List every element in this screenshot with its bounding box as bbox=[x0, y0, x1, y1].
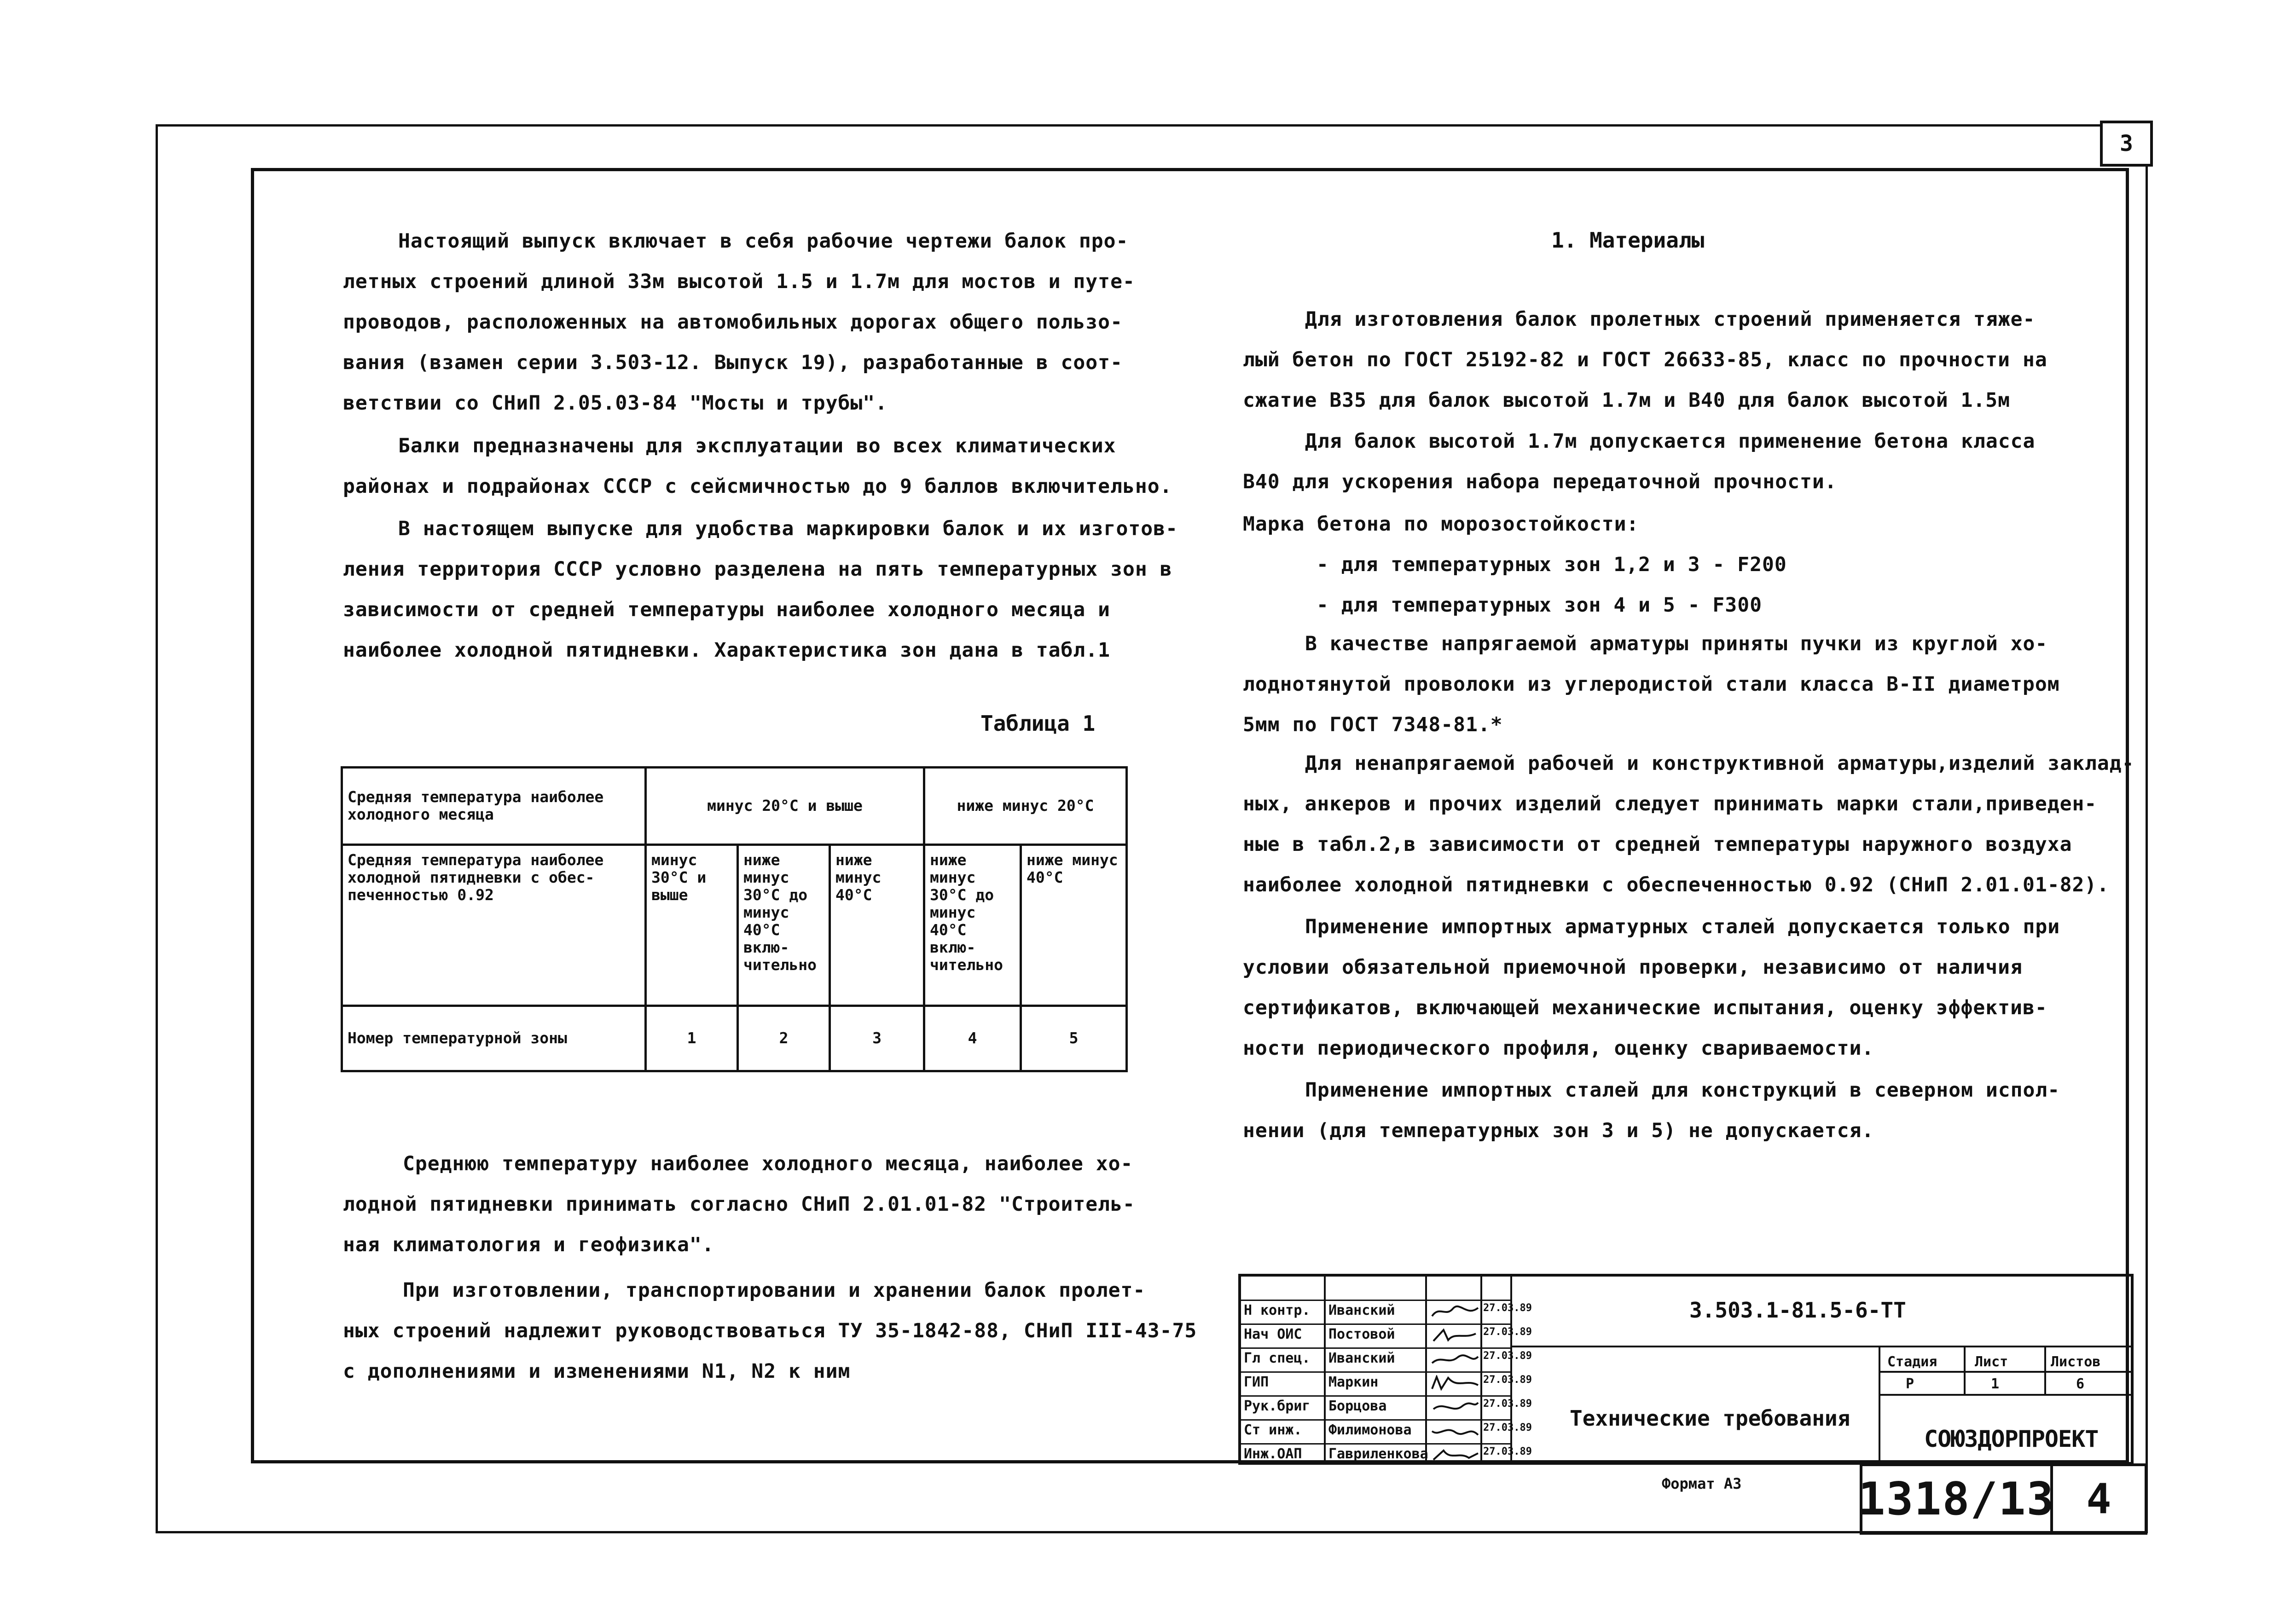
signature bbox=[1430, 1399, 1480, 1416]
document-code: 3.503.1-81.5-6-ТТ bbox=[1689, 1298, 1906, 1323]
stamp-date: 27.03.89 bbox=[1483, 1422, 1532, 1433]
table-cell: ниже минус 30°С до минус 40°С вклю-чительно bbox=[738, 844, 830, 1006]
text-line: ных строений надлежит руководствоваться ТУ 35-1842-88, СНиП III-43-75 bbox=[343, 1319, 1197, 1342]
inventory-number: 1318/13 bbox=[1860, 1463, 2053, 1535]
text-line: ности периодического профиля, оценку свариваемости. bbox=[1243, 1037, 1874, 1060]
table-cell: Средняя температура наиболее холодной пятидневки с обес-печенностью 0.92 bbox=[342, 844, 646, 1006]
signature bbox=[1430, 1303, 1480, 1320]
concrete-paragraph bbox=[1243, 299, 2047, 421]
rebar-paragraph bbox=[1243, 624, 2060, 745]
signature bbox=[1430, 1447, 1480, 1463]
text-line: ные в табл.2,в зависимости от средней температуры наружного воздуха bbox=[1243, 833, 2072, 856]
stamp-date: 27.03.89 bbox=[1483, 1446, 1532, 1457]
text-line: Настоящий выпуск включает в себя рабочие чертежи балок про- bbox=[398, 230, 1129, 253]
text-line: с дополнениями и изменениями N1, N2 к ним bbox=[343, 1360, 851, 1383]
steel-paragraph bbox=[1243, 743, 2134, 905]
text-line: нении (для температурных зон 3 и 5) не допускается. bbox=[1243, 1119, 1874, 1142]
signature bbox=[1430, 1423, 1480, 1439]
stamp-divider bbox=[1879, 1346, 1880, 1465]
stamp-person-row bbox=[1241, 1300, 1532, 1325]
sheets-value: 6 bbox=[2076, 1376, 2085, 1392]
text-line: вания (взамен серии 3.503-12. Выпуск 19), разработанные в соот- bbox=[343, 351, 1123, 374]
text-line: В настоящем выпуске для удобства маркировки балок и их изготов- bbox=[398, 517, 1178, 540]
stamp-date: 27.03.89 bbox=[1483, 1398, 1532, 1410]
stamp-person-row bbox=[1241, 1347, 1532, 1373]
format-label: Формат А3 bbox=[1662, 1475, 1742, 1492]
stamp-role: Гл спец. bbox=[1244, 1350, 1311, 1366]
frost-paragraph bbox=[1243, 504, 2035, 625]
organization-name: СОЮЗДОРПРОЕКТ bbox=[1924, 1426, 2099, 1452]
stamp-person-row bbox=[1241, 1419, 1532, 1445]
stamp-date: 27.03.89 bbox=[1483, 1350, 1532, 1362]
list-item: - для температурных зон 4 и 5 - F300 bbox=[1317, 594, 1762, 617]
table-cell: ниже минус 30°С до минус 40°С вклю-чительно bbox=[924, 844, 1021, 1006]
text-line: наиболее холодной пятидневки. Характеристика зон дана в табл.1 bbox=[343, 639, 1111, 662]
stamp-divider bbox=[1510, 1277, 1512, 1465]
stage-header: Стадия bbox=[1887, 1354, 1937, 1370]
stamp-date: 27.03.89 bbox=[1483, 1302, 1532, 1314]
stamp-name: Борцова bbox=[1328, 1398, 1387, 1414]
text-line: лый бетон по ГОСТ 25192-82 и ГОСТ 26633-85, класс по прочности на bbox=[1243, 348, 2047, 371]
table-cell: минус 20°С и выше bbox=[646, 768, 924, 845]
text-line: Для балок высотой 1.7м допускается применение бетона класса bbox=[1305, 430, 2036, 453]
stamp-name: Постовой bbox=[1328, 1326, 1395, 1342]
sheet-header: Лист bbox=[1975, 1354, 2008, 1370]
stamp-name: Иванский bbox=[1328, 1302, 1395, 1318]
text-line: Для изготовления балок пролетных строений применяется тяже- bbox=[1305, 308, 2036, 331]
text-line: 5мм по ГОСТ 7348-81.* bbox=[1243, 713, 1503, 736]
text-line: ветствии со СНиП 2.05.03-84 "Мосты и трубы". bbox=[343, 392, 888, 415]
stamp-name: Маркин bbox=[1328, 1374, 1379, 1390]
text-line: лоднотянутой проволоки из углеродистой стали класса В-II диаметром bbox=[1243, 673, 2060, 696]
stage-value: Р bbox=[1906, 1376, 1914, 1392]
stamp-name: Иванский bbox=[1328, 1350, 1395, 1366]
table-cell: Средняя температура наиболее холодного месяца bbox=[342, 768, 646, 845]
stamp-header-row bbox=[1241, 1277, 1510, 1301]
stamp-date: 27.03.89 bbox=[1483, 1374, 1532, 1386]
table-cell: ниже минус 40°С bbox=[830, 844, 924, 1006]
north-paragraph bbox=[1243, 1070, 2060, 1151]
stamp-role: ГИП bbox=[1244, 1374, 1269, 1390]
table-cell: 4 bbox=[924, 1006, 1021, 1071]
stamp-divider bbox=[1425, 1277, 1427, 1465]
stamp-person-row bbox=[1241, 1395, 1532, 1421]
stamp-divider bbox=[1510, 1346, 2134, 1347]
stamp-person-row bbox=[1241, 1443, 1532, 1467]
stamp-divider bbox=[1879, 1371, 2134, 1373]
top-page-number: 3 bbox=[2100, 121, 2153, 167]
table-row bbox=[342, 844, 1127, 1006]
stamp-person-row bbox=[1241, 1323, 1532, 1349]
stamp-name: Филимонова bbox=[1328, 1422, 1412, 1438]
table-caption: Таблица 1 bbox=[980, 711, 1096, 736]
text-line: районах и подрайонах СССР с сейсмичностью до 9 баллов включительно. bbox=[343, 475, 1172, 498]
stamp-divider bbox=[1879, 1394, 2134, 1396]
list-item: - для температурных зон 1,2 и 3 - F200 bbox=[1317, 553, 1787, 576]
text-line: В качестве напрягаемой арматуры приняты пучки из круглой хо- bbox=[1305, 632, 2048, 655]
text-line: лодной пятидневки принимать согласно СНиП 2.01.01-82 "Строитель- bbox=[343, 1193, 1135, 1216]
table-cell: минус 30°С и выше bbox=[646, 844, 738, 1006]
stamp-divider bbox=[1480, 1277, 1482, 1465]
stamp-role: Инж.ОАП bbox=[1244, 1446, 1302, 1462]
temperature-zones-table bbox=[341, 766, 1128, 1072]
zones-paragraph bbox=[343, 509, 1178, 670]
table-cell: 1 bbox=[646, 1006, 738, 1071]
table-row bbox=[342, 768, 1127, 845]
stamp-role: Рук.бриг bbox=[1244, 1398, 1311, 1414]
signature bbox=[1430, 1327, 1480, 1344]
text-line: условии обязательной приемочной проверки, независимо от наличия bbox=[1243, 956, 2023, 979]
text-line: Среднюю температуру наиболее холодного месяца, наиболее хо- bbox=[403, 1152, 1133, 1175]
text-line: наиболее холодной пятидневки с обеспеченностью 0.92 (СНиП 2.01.01-82). bbox=[1243, 873, 2110, 896]
text-line: Применение импортных сталей для конструкций в северном испол- bbox=[1305, 1079, 2060, 1102]
stamp-date: 27.03.89 bbox=[1483, 1326, 1532, 1338]
table-row bbox=[342, 1006, 1127, 1071]
table-cell: 3 bbox=[830, 1006, 924, 1071]
text-line: При изготовлении, транспортировании и хранении балок пролет- bbox=[403, 1279, 1146, 1302]
text-line: Применение импортных арматурных сталей допускается только при bbox=[1305, 915, 2060, 938]
text-line: Марка бетона по морозостойкости: bbox=[1243, 513, 1639, 536]
stamp-divider bbox=[2044, 1346, 2046, 1394]
intro-paragraph bbox=[343, 221, 1135, 423]
sheet-value: 1 bbox=[1991, 1376, 2000, 1392]
document-title: Технические требования bbox=[1570, 1406, 1850, 1431]
table-cell: ниже минус 40°С bbox=[1021, 844, 1127, 1006]
text-line: В40 для ускорения набора передаточной прочности. bbox=[1243, 470, 1837, 493]
stamp-role: Н контр. bbox=[1244, 1302, 1311, 1318]
avg-temp-paragraph bbox=[343, 1144, 1135, 1265]
stamp-person-row bbox=[1241, 1371, 1532, 1397]
stamp-role: Нач ОИС bbox=[1244, 1326, 1302, 1342]
table-cell: 2 bbox=[738, 1006, 830, 1071]
bottom-page-number: 4 bbox=[2053, 1463, 2147, 1535]
signature bbox=[1430, 1351, 1480, 1368]
stamp-role: Ст инж. bbox=[1244, 1422, 1302, 1438]
text-line: зависимости от средней температуры наиболее холодного месяца и bbox=[343, 598, 1111, 621]
signature bbox=[1430, 1375, 1480, 1392]
stamp-divider bbox=[1964, 1346, 1966, 1394]
manufacture-paragraph bbox=[343, 1270, 1197, 1392]
text-line: ная климатология и геофизика". bbox=[343, 1233, 714, 1256]
text-line: ления территория СССР условно разделена на пять температурных зон в bbox=[343, 558, 1172, 581]
sheets-header: Листов bbox=[2051, 1354, 2101, 1370]
text-line: сертификатов, включающей механические испытания, оценку эффектив- bbox=[1243, 996, 2047, 1019]
section-heading: 1. Материалы bbox=[1551, 228, 1705, 253]
purpose-paragraph bbox=[343, 426, 1172, 507]
table-cell: Номер температурной зоны bbox=[342, 1006, 646, 1071]
stamp-divider bbox=[1324, 1277, 1326, 1465]
text-line: летных строений длиной 33м высотой 1.5 и 1.7м для мостов и путе- bbox=[343, 270, 1135, 293]
text-line: ных, анкеров и прочих изделий следует принимать марки стали,приведен- bbox=[1243, 792, 2097, 815]
text-line: Для ненапрягаемой рабочей и конструктивной арматуры,изделий заклад- bbox=[1305, 752, 2134, 775]
allowed-paragraph bbox=[1243, 421, 2035, 502]
import-paragraph bbox=[1243, 907, 2060, 1069]
text-line: проводов, расположенных на автомобильных дорогах общего пользо- bbox=[343, 311, 1123, 334]
stamp-name: Гавриленкова bbox=[1328, 1446, 1428, 1462]
text-line: сжатие В35 для балок высотой 1.7м и В40 для балок высотой 1.5м bbox=[1243, 389, 2011, 412]
table-cell: 5 bbox=[1021, 1006, 1127, 1071]
table-cell: ниже минус 20°С bbox=[924, 768, 1127, 845]
text-line: Балки предназначены для эксплуатации во всех климатических bbox=[398, 434, 1116, 457]
